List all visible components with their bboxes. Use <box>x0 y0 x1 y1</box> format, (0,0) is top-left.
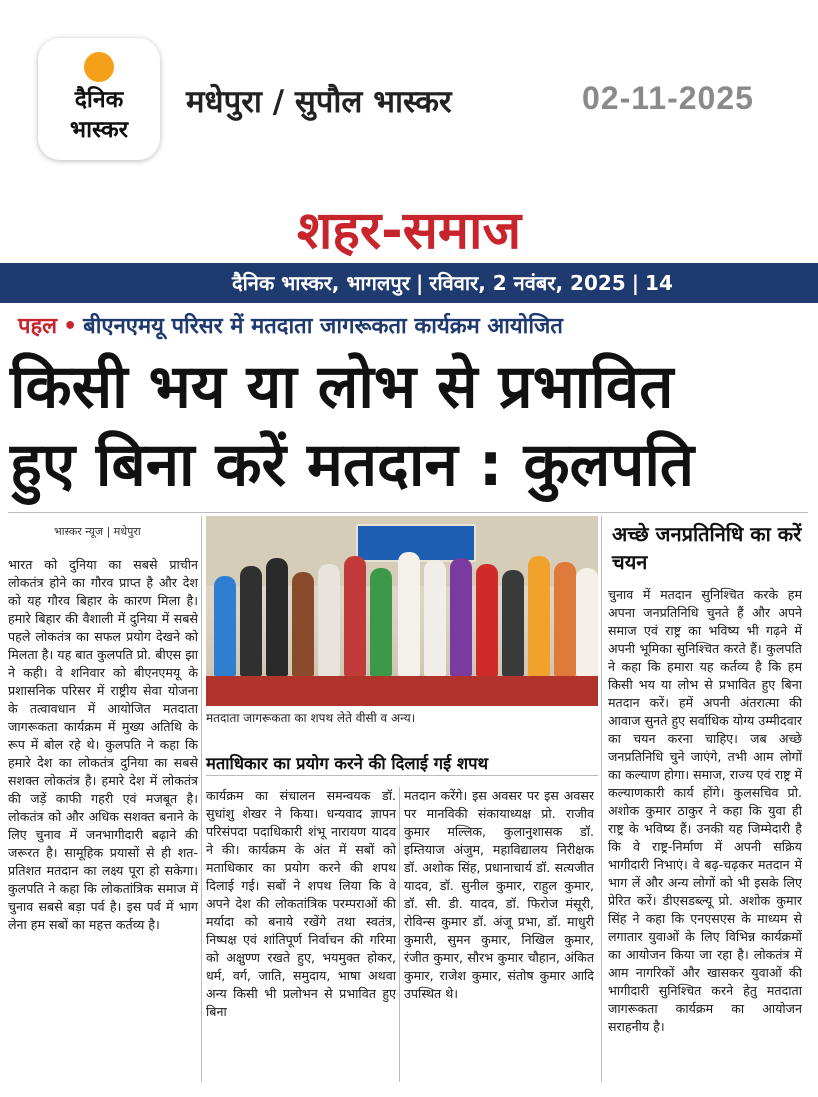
divider <box>8 512 808 513</box>
sun-logo-icon <box>84 52 114 82</box>
logo-text-line2: भास्कर <box>69 117 129 143</box>
divider <box>399 787 400 1082</box>
masthead-strip <box>0 263 818 303</box>
app-header <box>0 0 818 190</box>
masthead-separator: | <box>631 271 640 295</box>
section-title: शहर-समाज <box>296 201 522 261</box>
person-figure <box>576 568 598 676</box>
person-figure <box>398 552 420 676</box>
headline-line: किसी भय या लोभ से प्रभावित <box>10 352 674 422</box>
person-figure <box>266 558 288 676</box>
person-figure <box>502 570 524 676</box>
masthead-page-number: 14 <box>645 271 673 295</box>
divider <box>206 775 598 776</box>
article-kicker <box>18 310 563 344</box>
article-column-4: चुनाव में मतदान सुनिश्चित करके हम अपना जनप्रतिनिधि चुनते हैं और अपने समाज एवं राष्ट्र का भविष्य भी गढ़ने में अपनी भूमिका सुनिश्चित करते हैं। कुलपति ने कहा कि हमारा यह कर्तव्य है कि हम किसी भय या लोभ से प्रभावित हुए बिना मतदान करें। हमें अपनी अंतरात्मा की आवाज सुनते हुए सर्वाधिक योग्य उम्मीदवार का चयन करना चाहिए। जब अच्छे जनप्रतिनिधि चुने जाएंगे, तभी आम लोगों का कल्याण होगा। समाज, राज्य एवं राष्ट्र में कल्याणकारी कार्य होंगे। कुलसचिव प्रो. अशोक कुमार ठाकुर ने कहा कि युवा ही राष्ट्र के भविष्य हैं। उनकी यह जिम्मेदारी है कि वे राष्ट्र-निर्माण में अपनी सक्रिय भागीदारी निभाएं। वे बढ़-चढ़कर मतदान में भाग लें और अन्य लोगों को भी इसके लिए प्रेरित करें। डीएसडब्ल्यू प्रो. अशोक कुमार सिंह ने कहा कि एनएसएस के माध्यम से लगातार युवाओं के लिए विभिन्न कार्यक्रमों का आयोजन किया जा रहा है। लोकतंत्र में आम नागरिकों और खासकर युवाओं की भागीदारी सुनिश्चित करने हेतु मतदाता जागरूकता कार्यक्रम का आयोजन सराहनीय है। <box>608 587 802 1034</box>
person-figure <box>370 568 392 676</box>
person-figure <box>344 556 366 676</box>
person-figure <box>292 572 314 676</box>
article-column-2: कार्यक्रम का संचालन समन्वयक डॉ. सुधांशु शेखर ने किया। धन्यवाद ज्ञापन परिसंपदा पदाधिकारी शंभू नारायण यादव ने की। कार्यक्रम के अंत में सबों को मताधिकार का प्रयोग करने की शपथ दिलाई गई। सबों ने शपथ लिया कि वे अपने देश की लोकतांत्रिक परम्पराओं की मर्यादा को बनाये रखेंगे तथा स्वतंत्र, निष्पक्ष एवं शांतिपूर्ण निर्वाचन की गरिमा को अक्षुण्ण रखते हुए, भयमुक्त होकर, धर्म, वर्ग, जाति, समुदाय, भाषा अथवा अन्य किसी भी प्रलोभन से प्रभावित हुए बिना <box>206 788 396 1019</box>
logo-text-line1: दैनिक <box>74 87 124 113</box>
kicker-text: बीएनएमयू परिसर में मतदाता जागरूकता कार्यक्रम आयोजित <box>83 314 563 339</box>
person-figure <box>240 566 262 676</box>
masthead-separator: | <box>415 271 424 295</box>
person-figure <box>476 564 498 676</box>
kicker-bullet-icon: • <box>63 314 78 339</box>
person-figure <box>318 564 340 676</box>
person-figure <box>214 576 236 676</box>
photo-stage <box>206 676 598 706</box>
article-column-1: भारत को दुनिया का सबसे प्राचीन लोकतंत्र होने का गौरव प्राप्त है और देश को यह गौरव बिहार के कारण मिला है। हमारे बिहार की वैशाली में दुनिया में सबसे पहले लोकतंत्र का सफल प्रयोग देखने को मिलता है। यह बात कुलपति प्रो. बीएस झा ने कही। वे शनिवार को बीएनएमयू के प्रशासनिक परिसर में राष्ट्रीय सेवा योजना के तत्वावधान में आयोजित मतदाता जागरूकता कार्यक्रम में मुख्य अतिथि के रूप में बोल रहे थे। कुलपति ने कहा कि हमारे देश का लोकतंत्र दुनिया का सबसे सशक्त लोकतंत्र है। हमारे देश में लोकतंत्र की जड़ें काफी गहरी एवं मजबूत है। लोकतंत्र को और अधिक सशक्त बनाने के लिए चुनाव में जनभागीदारी बढ़ाने की जरूरत है। सामूहिक प्रयासों से ही शत-प्रतिशत मतदान का लक्ष्य पूरा हो सकेगा। कुलपति ने कहा कि लोकतांत्रिक समाज में चुनाव सबसे बड़ा पर्व है। इस पर्व में भाग लेना हम सबों का महत्त कर्तव्य है। <box>8 557 198 932</box>
divider <box>601 516 602 1082</box>
issue-date: 02-11-2025 <box>582 80 754 116</box>
person-figure <box>554 562 576 676</box>
article-byline: भास्कर न्यूज | मधेपुरा <box>54 525 141 538</box>
masthead-paper: दैनिक भास्कर, भागलपुर <box>232 271 410 295</box>
photo-caption: मतदाता जागरूकता का शपथ लेते वीसी व अन्य। <box>206 711 416 725</box>
dainik-bhaskar-logo[interactable] <box>38 38 160 160</box>
kicker-label: पहल <box>18 314 58 339</box>
article-column-3: मतदान करेंगे। इस अवसर पर इस अवसर पर मानविकी संकायाध्यक्ष प्रो. राजीव कुमार मल्लिक, कुलानुशासक डॉ. इम्तियाज अंजुम, महाविद्यालय निरीक्षक डॉ. अशोक सिंह, प्रधानाचार्य डॉ. सत्यजीत यादव, डॉ. सुनील कुमार, राहुल कुमार, डॉ. सी. डी. यादव, डॉ. फिरोज मंसूरी, रोविन्स कुमार डॉ. अंजू प्रभा, डॉ. माधुरी कुमारी, सुमन कुमार, निखिल कुमार, रंजीत कुमार, सौरभ कुमार चौहान, अंकित कुमार, राजेश कुमार, संतोष कुमार आदि उपस्थित थे। <box>404 788 594 1001</box>
person-figure <box>450 558 472 676</box>
article-headline <box>10 348 810 504</box>
divider <box>201 516 202 1082</box>
article-subheading: मताधिकार का प्रयोग करने की दिलाई गई शपथ <box>206 754 488 773</box>
event-photo <box>206 516 598 706</box>
headline-line: हुए बिना करें मतदान : कुलपति <box>10 430 695 500</box>
masthead-date: रविवार, 2 नवंबर, 2025 <box>429 271 626 295</box>
sidebar-heading: अच्छे जनप्रतिनिधि का करें चयन <box>612 522 802 574</box>
person-figure <box>528 556 550 676</box>
edition-title: मधेपुरा / सुपौल भास्कर <box>186 84 452 120</box>
person-figure <box>424 560 446 676</box>
